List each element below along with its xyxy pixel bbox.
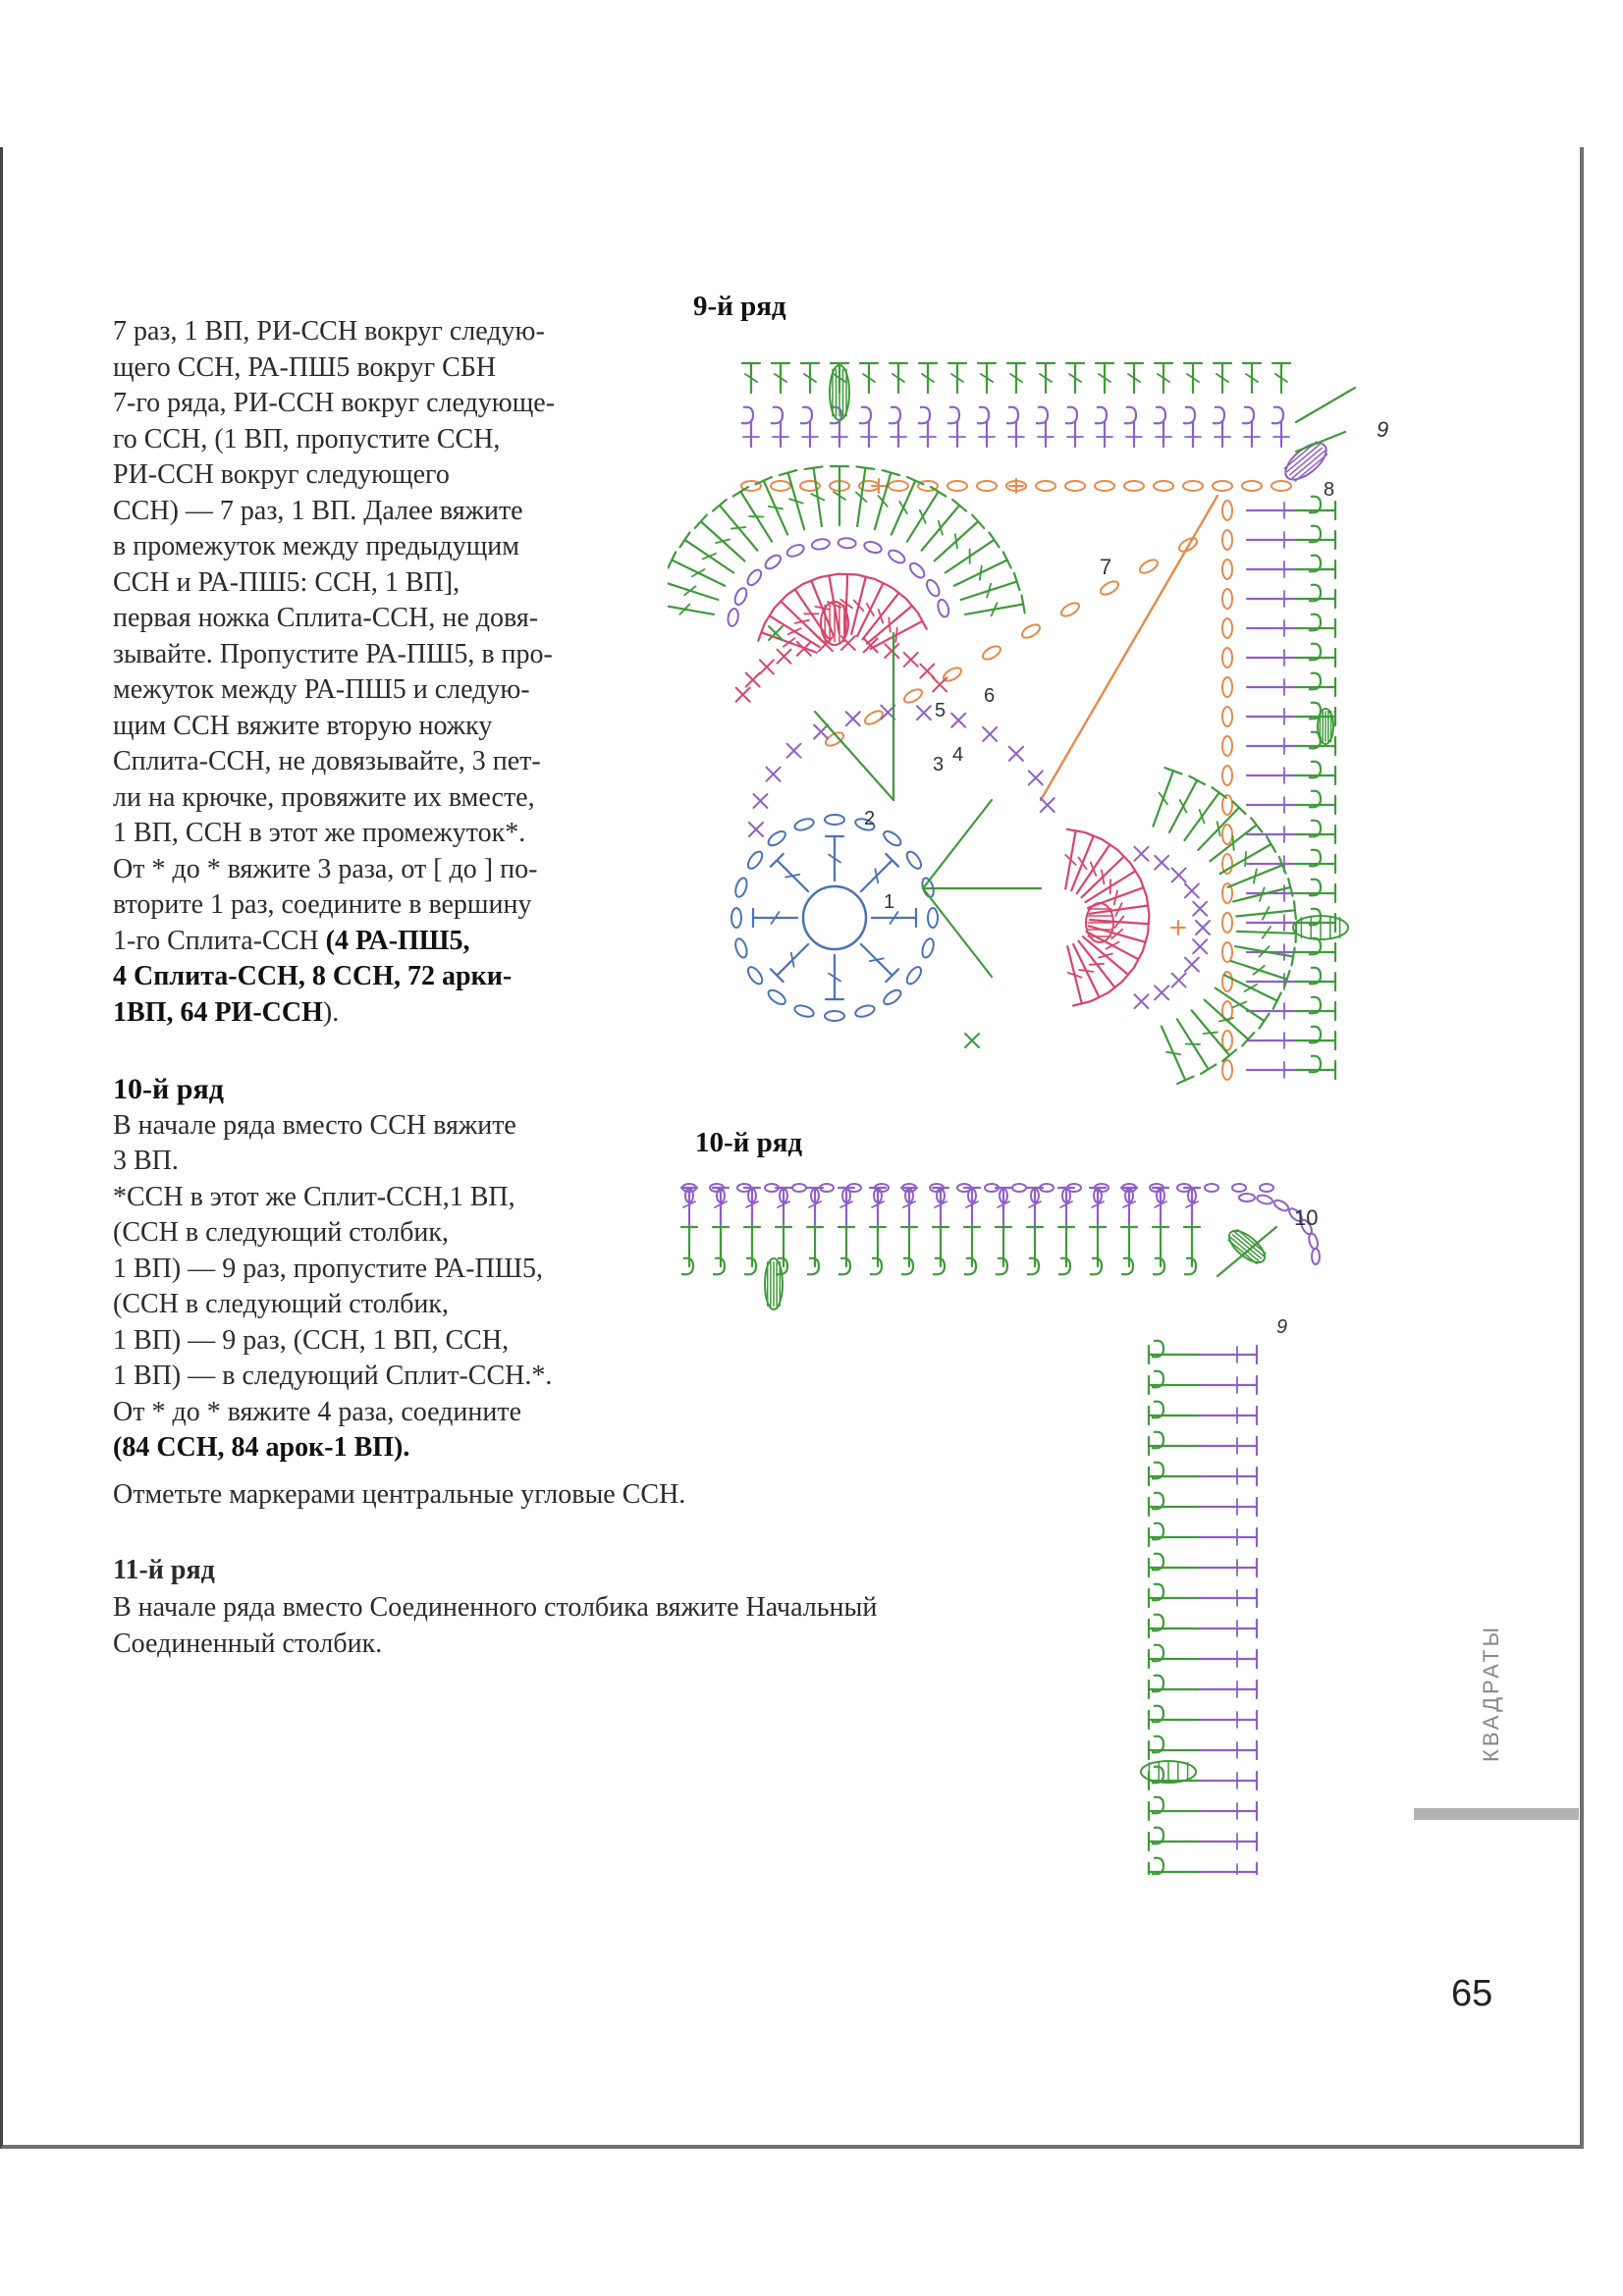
text-line: 7 раз, 1 ВП, РИ-ССН вокруг следую- (113, 316, 545, 347)
stitch-total: 4 Сплита-ССН, 8 ССН, 72 арки- (113, 961, 513, 991)
text-line: ли на крючке, провяжите их вместе, (113, 781, 535, 813)
round-label: 6 (984, 685, 996, 707)
row-11-text-1: В начале ряда вместо Соединенного столбика вяжите Начальный (113, 1592, 878, 1623)
text-line: 1 ВП) — 9 раз, пропустите РА-ПШ5, (113, 1253, 543, 1284)
round-label: 7 (1100, 555, 1112, 579)
text-line: *ССН в этот же Сплит-ССН,1 ВП, (113, 1181, 515, 1212)
text-line: щим ССН вяжите вторую ножку (113, 710, 493, 741)
text-line: (ССН в следующий столбик, (113, 1289, 450, 1319)
text-line (113, 1430, 722, 1467)
text-line: межуток между РА-ПШ5 и следую- (113, 674, 530, 705)
round-label: 2 (864, 808, 876, 829)
text-line: 7-го ряда, РИ-ССН вокруг следующе- (113, 388, 556, 418)
text-line: 3 ВП. (113, 1146, 179, 1176)
text-line: щего ССН, РА-ПШ5 вокруг СБН (113, 351, 497, 383)
text-line (113, 924, 722, 960)
row-9-crochet-chart (668, 339, 1434, 1104)
stitch-total: (84 ССН, 84 арок-1 ВП). (113, 1432, 410, 1463)
text-line: 1 ВП) — 9 раз, (ССН, 1 ВП, ССН, (113, 1324, 510, 1356)
round-label: 3 (933, 754, 945, 775)
text-line: РИ-ССН вокруг следующего (113, 459, 450, 490)
instruction-column (113, 314, 722, 1467)
stitch-total: (4 РА-ПШ5, (325, 925, 470, 956)
text-fragment: ). (322, 996, 340, 1028)
text-line: Сплита-ССН, не довязывайте, 3 пет- (113, 746, 541, 776)
row-10-heading: 10-й ряд (113, 1073, 224, 1105)
text-line (113, 995, 722, 1032)
page-number: 65 (1451, 1973, 1493, 2014)
round-label: 5 (935, 700, 947, 721)
round-label: 9 (1276, 1316, 1288, 1338)
text-line: В начале ряда вместо ССН вяжите (113, 1109, 516, 1141)
row-10-note: Отметьте маркерами центральные угловые ССН. (113, 1479, 686, 1510)
text-line: вторите 1 раз, соедините в вершину (113, 889, 532, 920)
round-label: 1 (884, 891, 895, 913)
text-line: (ССН в следующий столбик, (113, 1217, 450, 1248)
text-line: ССН) — 7 раз, 1 ВП. Далее вяжите (113, 495, 523, 526)
diagram-9-title: 9-й ряд (693, 291, 786, 322)
text-line: первая ножка Сплита-ССН, не довя- (113, 603, 539, 633)
row-11-text-2: Соединенный столбик. (113, 1629, 383, 1659)
chart-symbols (681, 1184, 1320, 1875)
round-label: 4 (952, 744, 964, 766)
stitch-total: 1ВП, 64 РИ-ССН (113, 996, 323, 1028)
text-line: 1 ВП, ССН в этот же промежуток*. (113, 818, 526, 848)
round-label: 10 (1294, 1205, 1319, 1230)
text-line: в промежуток между предыдущим (113, 531, 519, 561)
round-label: 9 (1377, 417, 1389, 442)
chart-symbols (668, 363, 1355, 1084)
text-fragment: 1-го Сплита-ССН (113, 925, 326, 956)
page-rule (1414, 1808, 1579, 1820)
text-line: От * до * вяжите 4 раза, соедините (113, 1396, 522, 1427)
text-line: го ССН, (1 ВП, пропустите ССН, (113, 423, 501, 454)
text-line: 1 ВП) — в следующий Сплит-ССН.*. (113, 1361, 553, 1391)
text-line: зывайте. Пропустите РА-ПШ5, в про- (113, 638, 553, 669)
text-line: От * до * вяжите 3 раза, от [ до ] по- (113, 853, 538, 884)
diagram-10-title: 10-й ряд (695, 1127, 803, 1158)
row-11-heading: 11-й ряд (113, 1555, 215, 1585)
section-label: КВАДРАТЫ (1479, 1624, 1503, 1762)
text-line: ССН и РА-ПШ5: ССН, 1 ВП], (113, 566, 460, 598)
round-label: 8 (1324, 479, 1335, 501)
text-line (113, 959, 722, 995)
row-10-crochet-chart (668, 1168, 1394, 1875)
